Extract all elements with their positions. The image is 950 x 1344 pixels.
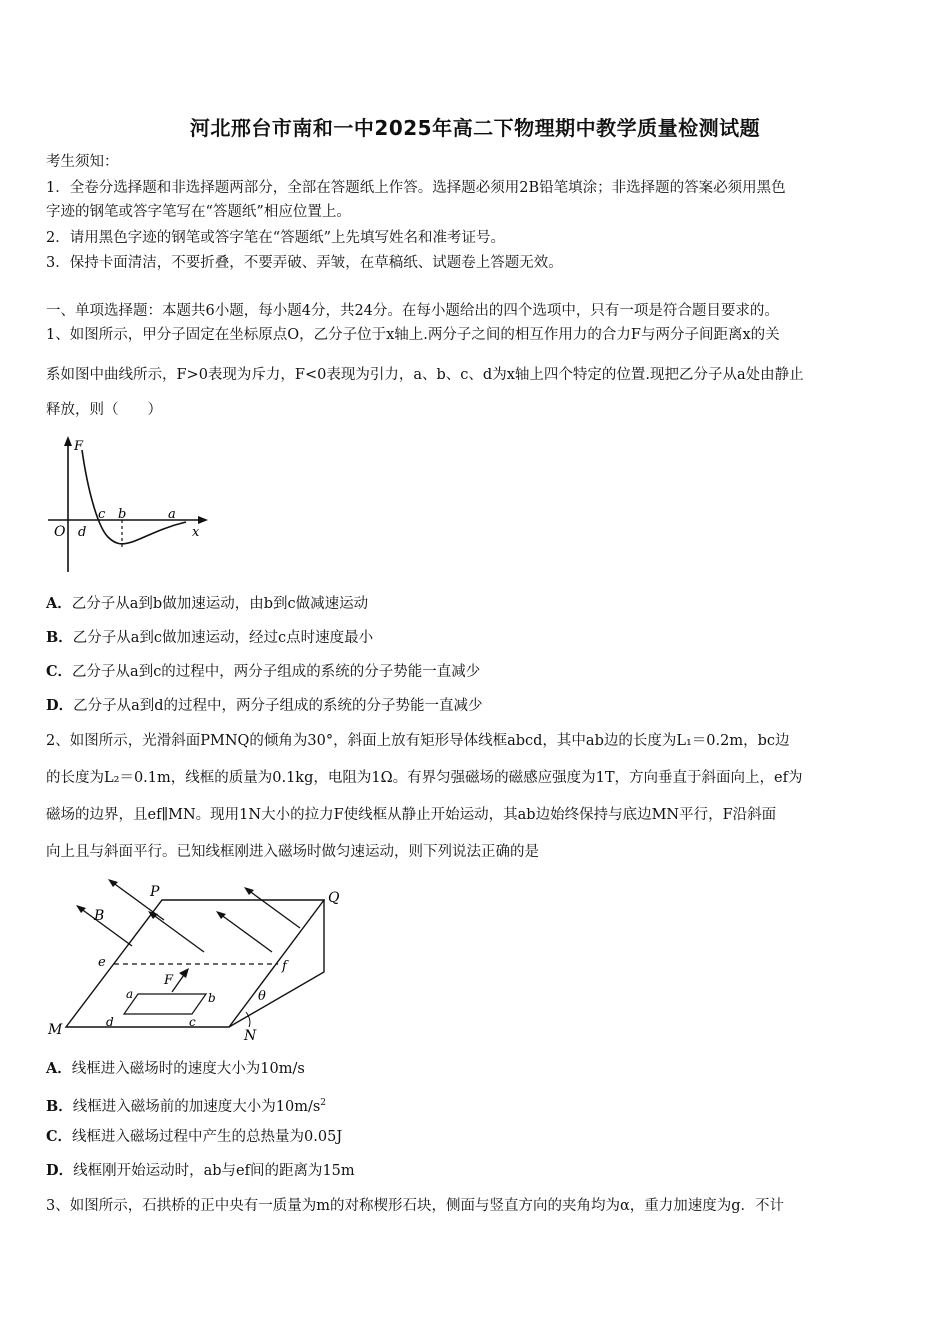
q1-force-distance-figure [46, 432, 216, 577]
notice-header: 考生须知： [46, 154, 119, 170]
option-text: 线框进入磁场时的速度大小为10m/s [71, 1061, 305, 1077]
q2-option-a[interactable] [46, 1059, 908, 1079]
q2-fig-label-d: d [106, 1015, 114, 1029]
q2-option-c[interactable] [46, 1127, 908, 1147]
page-title: 河北邢台市南和一中2025年高二下物理期中教学质量检测试题 [189, 116, 761, 140]
notice-item: 2．请用黑色字迹的钢笔或答字笔在“答题纸”上先填写姓名和准考证号。 [46, 230, 506, 246]
notice-item: 1．全卷分选择题和非选择题两部分，全部在答题纸上作答。选择题必须用2B铅笔填涂；非选择题的答案必须用黑色 [46, 180, 786, 196]
option-label: A． [46, 595, 72, 612]
q2-stem-line: 2、如图所示，光滑斜面PMNQ的倾角为30°，斜面上放有矩形导体线框abcd，其中ab边的长度为L₁＝0.2m，bc边 [46, 733, 790, 749]
q2-fig-label-P: P [150, 884, 160, 900]
q1-stem-line: 1、如图所示，甲分子固定在坐标原点O，乙分子位于x轴上.两分子之间的相互作用力的合力F与两分子间距离x的关 [46, 327, 780, 343]
q2-fig-label-theta: θ [258, 989, 266, 1004]
option-label: B． [46, 1097, 73, 1115]
option-text: 线框进入磁场过程中产生的总热量为0.05J [72, 1129, 343, 1145]
option-label: D． [46, 697, 74, 714]
section-heading: 一、单项选择题：本题共6小题，每小题4分，共24分。在每小题给出的四个选项中，只有一项是符合题目要求的。 [46, 303, 779, 319]
q1-fig-label-a: a [168, 507, 176, 522]
q3-stem-line: 3、如图所示，石拱桥的正中央有一质量为m的对称楔形石块，侧面与竖直方向的夹角均为α，重力加速度为g．不计 [46, 1198, 785, 1214]
option-label: A． [46, 1060, 72, 1077]
q2-incline-figure [46, 872, 346, 1047]
q1-fig-label-d: d [78, 525, 87, 540]
option-text: 线框刚开始运动时，ab与ef间的距离为15m [73, 1163, 355, 1179]
q1-fig-label-b: b [118, 507, 127, 522]
q2-fig-label-f: f [282, 959, 287, 974]
q2-fig-label-a: a [126, 987, 134, 1001]
q2-stem-line: 向上且与斜面平行。已知线框刚进入磁场时做匀速运动，则下列说法正确的是 [46, 844, 539, 860]
option-text: 乙分子从a到c做加速运动，经过c点时速度最小 [72, 630, 374, 646]
q2-fig-label-N: N [244, 1028, 257, 1044]
q2-stem-line: 磁场的边界，且ef∥MN。现用1N大小的拉力F使线框从静止开始运动，其ab边始终保持与底边MN平行，F沿斜面 [46, 807, 777, 823]
q2-fig-label-c: c [189, 1015, 196, 1029]
q1-fig-label-O: O [54, 524, 66, 540]
option-text: 乙分子从a到b做加速运动，由b到c做减速运动 [71, 596, 369, 612]
option-label: C． [46, 663, 73, 680]
q2-fig-label-e: e [98, 955, 106, 970]
option-label: C． [46, 1128, 73, 1145]
q1-fig-label-F: F [74, 439, 84, 454]
q2-fig-label-F: F [164, 973, 174, 988]
q1-fig-label-c: c [98, 507, 106, 522]
q1-option-b[interactable] [46, 628, 908, 648]
option-text: 线框进入磁场前的加速度大小为10m/s [72, 1098, 321, 1115]
q1-option-c[interactable] [46, 662, 908, 682]
option-text: 乙分子从a到c的过程中，两分子组成的系统的分子势能一直减少 [72, 664, 481, 680]
q2-fig-label-M: M [48, 1022, 63, 1038]
notice-item: 字迹的钢笔或答字笔写在“答题纸”相应位置上。 [46, 204, 351, 220]
q1-option-a[interactable] [46, 594, 908, 614]
q2-option-d[interactable] [46, 1161, 908, 1181]
q1-fig-label-x: x [192, 525, 200, 540]
option-label: B． [46, 629, 73, 646]
q2-stem-line: 的长度为L₂＝0.1m，线框的质量为0.1kg，电阻为1Ω。有界匀强磁场的磁感应强度为1T，方向垂直于斜面向上，ef为 [46, 770, 803, 786]
option-superscript: 2 [320, 1098, 327, 1108]
q1-stem-line: 释放，则（ ） [46, 402, 162, 418]
q2-option-b[interactable] [46, 1093, 908, 1117]
notice-item: 3．保持卡面清洁，不要折叠，不要弄破、弄皱，在草稿纸、试题卷上答题无效。 [46, 255, 563, 271]
q2-fig-label-Q: Q [328, 890, 340, 906]
q2-fig-label-b: b [208, 991, 216, 1005]
option-text: 乙分子从a到d的过程中，两分子组成的系统的分子势能一直减少 [73, 698, 483, 714]
q2-fig-label-B: B [94, 908, 105, 924]
q1-option-d[interactable] [46, 696, 908, 716]
option-label: D． [46, 1162, 74, 1179]
q1-stem-line: 系如图中曲线所示，F>0表现为斥力，F<0表现为引力，a、b、c、d为x轴上四个特定的位置.现把乙分子从a处由静止 [46, 367, 804, 383]
